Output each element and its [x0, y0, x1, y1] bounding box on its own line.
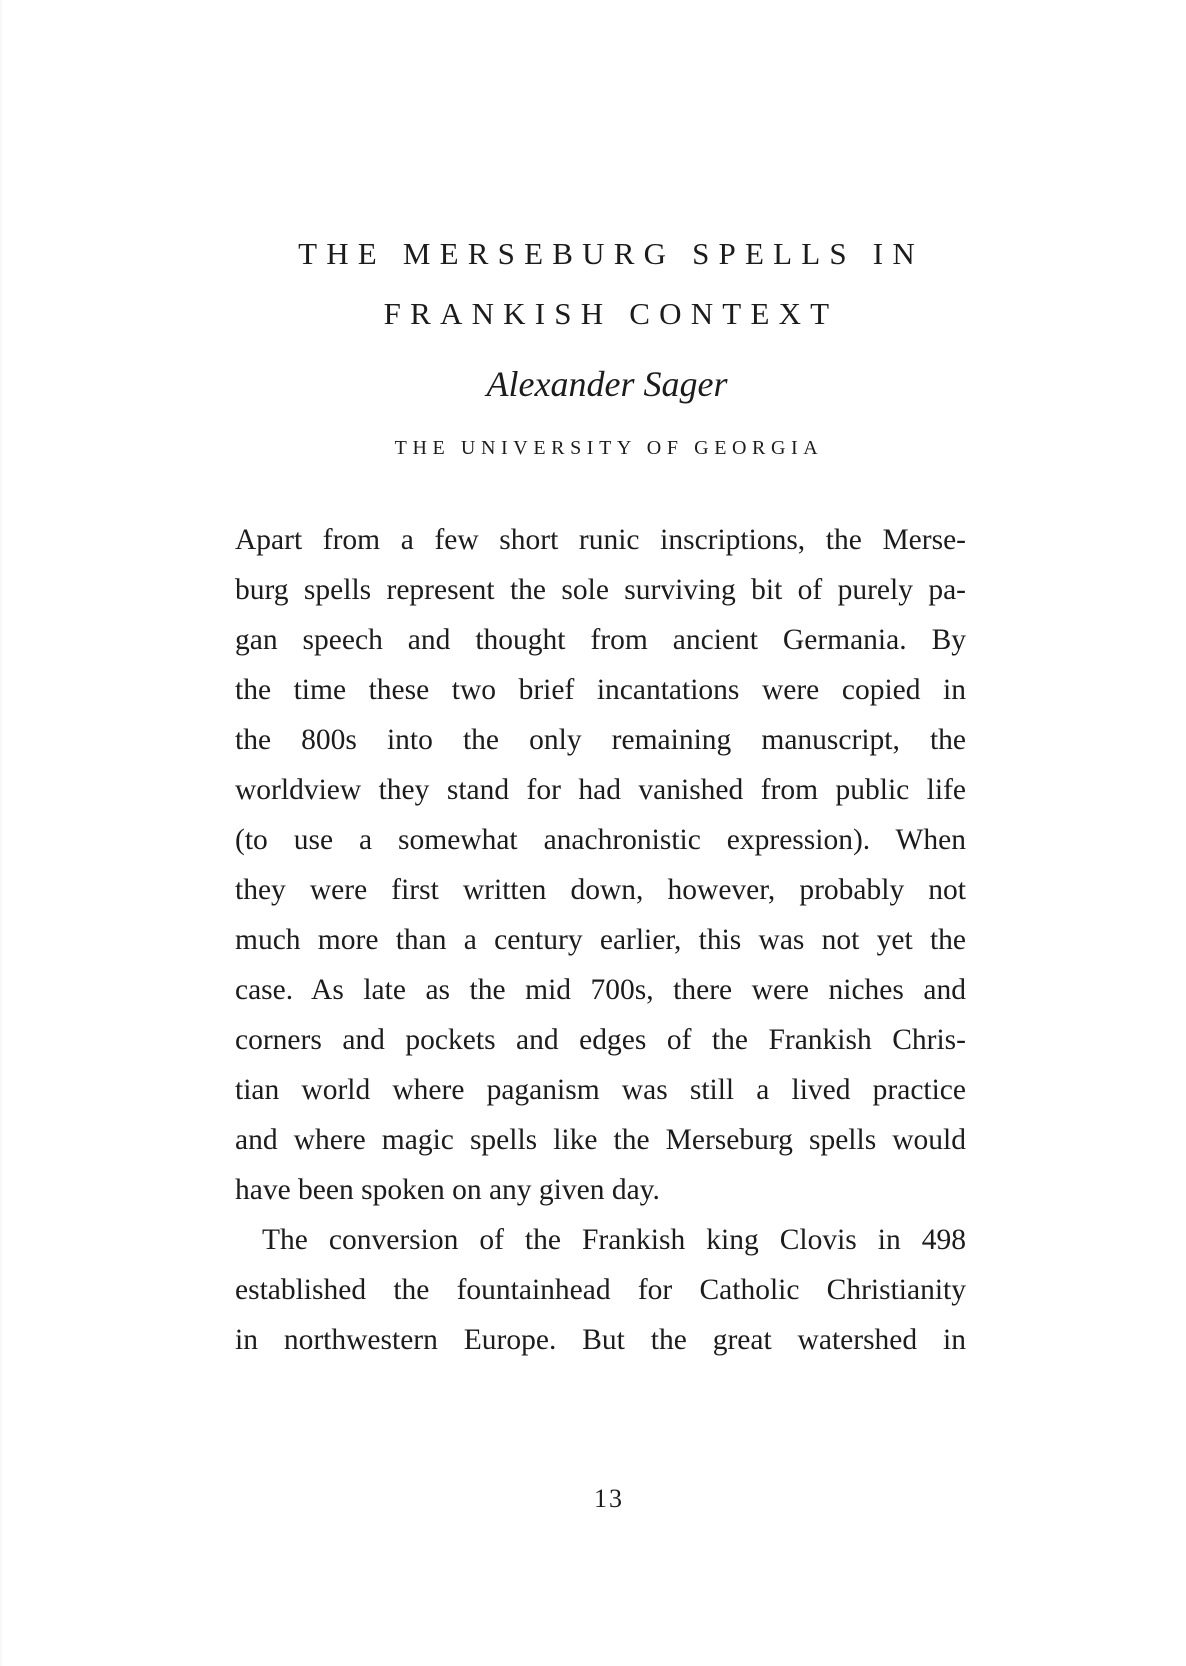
text-line: the time these two brief incantations were copied in: [235, 674, 966, 706]
text-line: the 800s into the only remaining manuscript, the: [235, 724, 966, 756]
text-line: established the fountainhead for Catholic Christianity: [235, 1274, 966, 1306]
text-line: in northwestern Europe. But the great watershed in: [235, 1324, 966, 1356]
text-line: The conversion of the Frankish king Clovis in 498: [262, 1224, 966, 1256]
text-line: they were first written down, however, probably not: [235, 874, 966, 906]
text-line: Apart from a few short runic inscriptions, the Merse-: [235, 524, 966, 556]
body-text: [235, 515, 966, 1365]
text-line: corners and pockets and edges of the Frankish Chris-: [235, 1024, 966, 1056]
text-line: gan speech and thought from ancient Germania. By: [235, 624, 966, 656]
text-line: much more than a century earlier, this was not yet the: [235, 924, 966, 956]
text-line: (to use a somewhat anachronistic expression). When: [235, 824, 966, 856]
author-affiliation: THE UNIVERSITY OF GEORGIA: [394, 437, 824, 459]
text-line: worldview they stand for had vanished from public life: [235, 774, 966, 806]
article-title-line-1: THE MERSEBURG SPELLS IN: [298, 236, 924, 271]
paragraph-1: [235, 515, 966, 1215]
text-line: burg spells represent the sole surviving bit of purely pa-: [235, 574, 966, 606]
page-number: 13: [594, 1484, 624, 1513]
paragraph-2: [235, 1215, 966, 1365]
article-title-line-2: FRANKISH CONTEXT: [383, 296, 839, 331]
text-line: tian world where paganism was still a lived practice: [235, 1074, 966, 1106]
text-line: case. As late as the mid 700s, there were niches and: [235, 974, 966, 1006]
text-line: have been spoken on any given day.: [235, 1174, 660, 1206]
author-name: Alexander Sager: [486, 364, 728, 404]
text-line: and where magic spells like the Merseburg spells would: [235, 1124, 966, 1156]
